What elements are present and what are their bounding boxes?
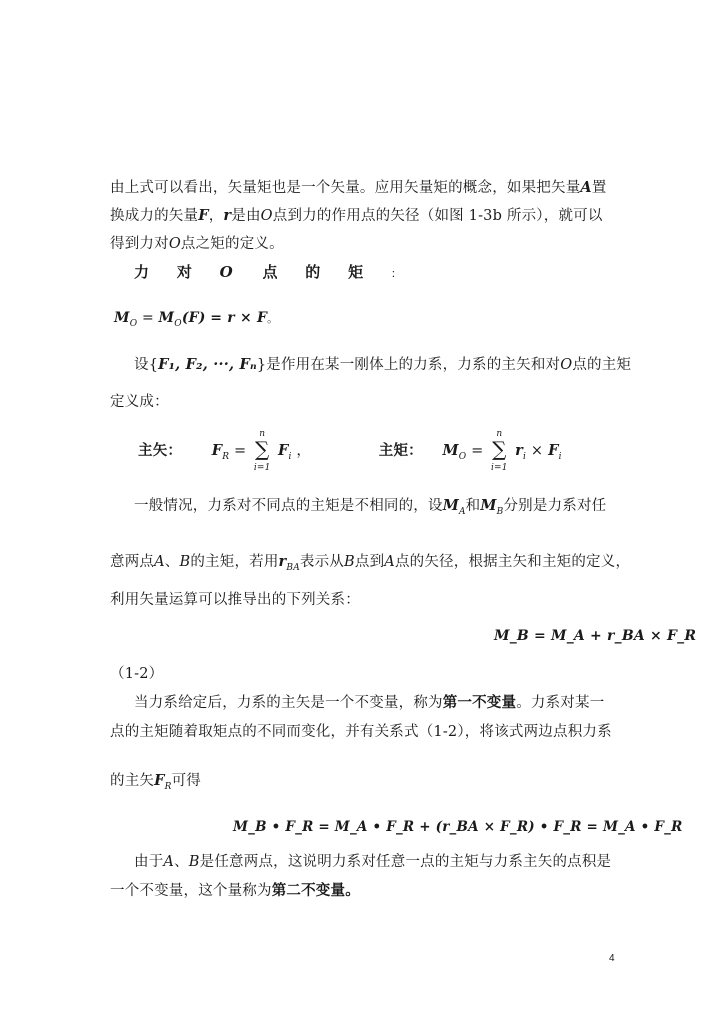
symbol-F: F (548, 442, 559, 459)
text: }是作用在某一刚体上的力系，力系的主矢和对 (256, 357, 561, 373)
symbol-A: A (580, 179, 592, 196)
symbol-M: M (442, 497, 459, 514)
symbol-F: F (278, 442, 289, 459)
heading-char: O (219, 263, 233, 281)
symbol-M: M (114, 310, 130, 326)
period: 。 (267, 312, 279, 325)
text: 换成力的矢量 (110, 208, 199, 224)
definition-heading (134, 262, 402, 284)
definitions-line (138, 429, 562, 473)
subscript: i (288, 451, 292, 462)
symbol-O: O (260, 208, 273, 224)
subscript: B (496, 506, 504, 517)
symbol-F: F (211, 442, 223, 459)
subscript: O (458, 451, 467, 462)
sum-symbol: ∑ (492, 437, 507, 461)
text: 置 (591, 180, 607, 196)
symbol-B: B (188, 854, 200, 870)
text: 和 (465, 498, 481, 514)
sum-symbol: ∑ (254, 437, 270, 461)
heading-char: 力 (134, 263, 150, 281)
paragraph-4-line-3 (110, 771, 201, 791)
text: 点的主矩 (572, 357, 632, 373)
formula-dot (233, 817, 683, 837)
paragraph-5-line-2 (110, 881, 360, 901)
text: 一般情况，力系对不同点的主矩是不相同的，设 (134, 498, 443, 514)
text: 设{ (134, 357, 159, 373)
period: 。 (345, 883, 360, 899)
text: 点到 (354, 554, 385, 570)
symbol-A: A (154, 554, 165, 570)
heading-char: 点 (262, 263, 278, 281)
symbol-O: O (560, 357, 573, 373)
text: 由于 (134, 854, 164, 870)
symbol-A: A (163, 854, 175, 870)
paragraph-3-line-3 (110, 590, 360, 610)
subscript: O (129, 318, 138, 329)
text: 、 (164, 554, 180, 570)
comma: ， (296, 443, 312, 459)
argument: (F) (181, 310, 206, 326)
paragraph-1-line-2 (110, 206, 603, 226)
heading-char: 对 (176, 263, 193, 281)
main-vector-label: 主矢： (138, 443, 183, 459)
text: 点到力的作用点的矢径（如图 1-3b 所示），就可以 (272, 208, 603, 224)
paragraph-3-line-2 (110, 552, 630, 572)
formula-relation (494, 626, 696, 646)
page-number: 4 (609, 953, 615, 964)
text: 利用矢量运算可以推导出的下列关系： (110, 592, 360, 608)
summation (490, 429, 508, 473)
text: 定义成： (110, 394, 169, 410)
subscript: A (458, 506, 466, 517)
equals: = (234, 443, 247, 459)
text: 的主矩，若用 (190, 554, 279, 570)
symbol-M: M (480, 497, 497, 514)
text: （1-2） (110, 666, 164, 682)
paragraph-2-line-1 (134, 355, 631, 375)
sum-upper: n (496, 429, 503, 439)
symbol-M: M (442, 442, 459, 459)
paragraph-4-line-1 (134, 693, 604, 713)
subscript: O (174, 318, 182, 329)
text: ， (208, 208, 224, 224)
text: 一个不变量，这个量称为 (110, 883, 272, 899)
text: 是由 (231, 208, 261, 224)
text: 。力系对某一 (516, 695, 605, 711)
text: 可得 (171, 773, 201, 789)
symbol-r: r (223, 207, 232, 224)
subscript: i (522, 451, 527, 462)
heading-char: 的 (305, 263, 321, 281)
heading-char: 矩 (348, 263, 364, 281)
subscript: BA (286, 562, 300, 573)
symbol-B: B (344, 554, 355, 570)
subscript: R (164, 781, 172, 792)
symbol-B: B (179, 554, 191, 570)
text: 当力系给定后，力系的主矢是一个不变量，称为 (134, 695, 443, 711)
symbol-r: r (515, 442, 523, 459)
text: 表示从 (299, 554, 345, 570)
formula-text: M_B = M_A + r_BA × F_R (494, 628, 697, 644)
sum-lower: i=1 (253, 463, 271, 473)
formula-moment (114, 308, 278, 329)
symbol-F: F (198, 207, 209, 224)
subscript: R (222, 451, 230, 462)
first-invariant: 第一不变量 (442, 695, 517, 711)
symbol-F: F (154, 772, 165, 789)
formula-text: M_B • F_R = M_A • F_R + (r_BA × F_R) • F_R = M_A • F_R (233, 819, 683, 835)
times: × (530, 443, 544, 459)
text: 得到力对 (110, 236, 169, 252)
symbol-M: M (158, 310, 175, 326)
sum-lower: i=1 (490, 463, 508, 473)
paragraph-1-line-3 (110, 234, 284, 254)
text: 点的主矩随着取矩点的不同而变化，并有关系式（1-2），将该式两边点积力系 (110, 724, 612, 740)
second-invariant: 第二不变量 (271, 883, 346, 899)
equals: = (141, 310, 154, 326)
equals: = (471, 443, 484, 459)
summation (253, 429, 271, 473)
text: 由上式可以看出，矢量矩也是一个矢量。应用矢量矩的概念，如果把矢量 (110, 180, 581, 196)
text: 点的矢径，根据主矢和主矩的定义， (394, 554, 631, 570)
subscript: i (558, 451, 562, 462)
rhs: = r × F (210, 310, 268, 326)
heading-char: ： (390, 267, 403, 280)
text: 的主矢 (110, 773, 155, 789)
text: 、 (174, 854, 189, 870)
sum-upper: n (259, 429, 266, 439)
text: 意两点 (110, 554, 155, 570)
symbol-O: O (168, 236, 181, 252)
symbol-A: A (384, 554, 395, 570)
paragraph-2-line-2 (110, 392, 169, 412)
paragraph-5-line-1 (134, 852, 611, 872)
symbol-r: r (278, 553, 287, 570)
paragraph-4-line-2 (110, 722, 612, 742)
text: 分别是力系对任 (503, 498, 607, 514)
main-moment-label: 主矩： (378, 443, 423, 459)
equation-number (110, 664, 163, 684)
text: 点之矩的定义。 (180, 236, 284, 252)
paragraph-1-line-1 (110, 178, 607, 198)
force-set: F₁, F₂, ···, Fₙ (158, 356, 257, 373)
paragraph-3-line-1 (134, 496, 606, 516)
text: 是任意两点，这说明力系对任意一点的主矩与力系主矢的点积是 (199, 854, 612, 870)
